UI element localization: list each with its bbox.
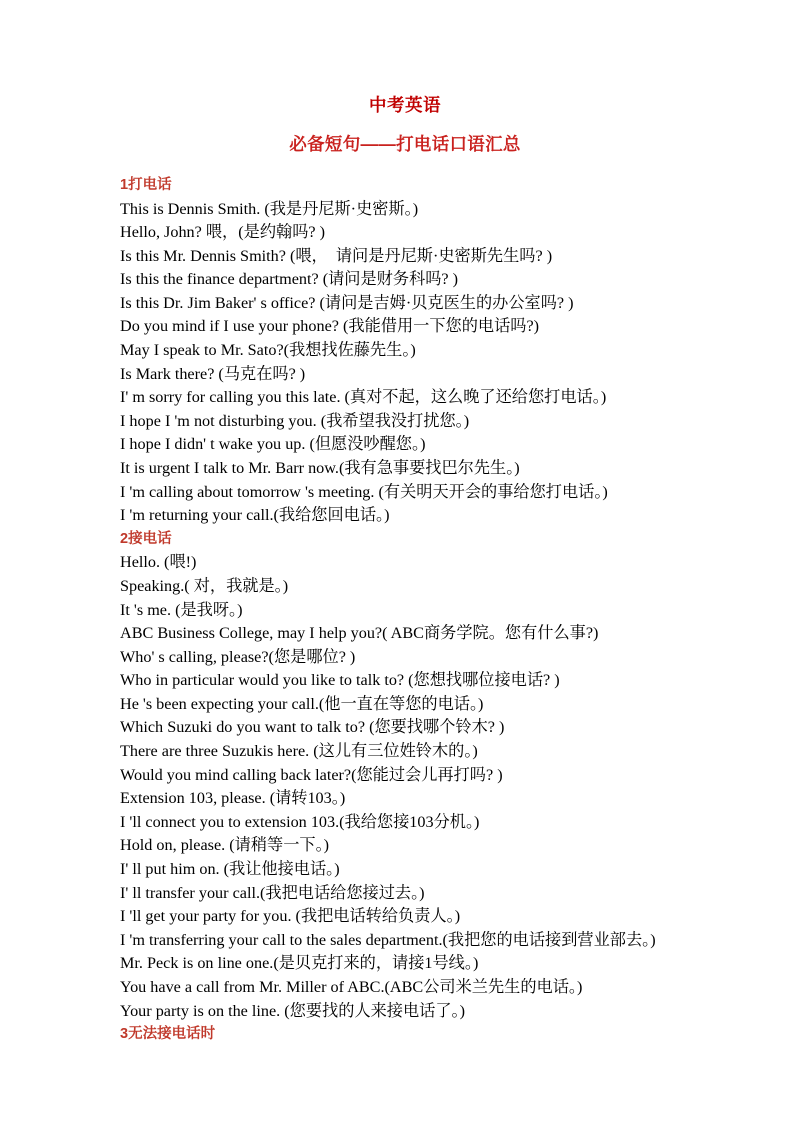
phrase-line: Is this the finance department? (请问是财务科吗? ) — [120, 270, 459, 289]
phrase-line: This is Dennis Smith. (我是丹尼斯·史密斯。) — [120, 199, 419, 218]
section-heading-2: 2接电话 — [120, 530, 172, 547]
phrase-line: I hope I 'm not disturbing you. (我希望我没打扰您。) — [120, 411, 470, 430]
phrase-line: Who' s calling, please?(您是哪位? ) — [120, 647, 356, 666]
phrase-line: May I speak to Mr. Sato?(我想找佐藤先生。) — [120, 341, 416, 360]
phrase-line: I 'm calling about tomorrow 's meeting. (有关明天开会的事给您打电话。) — [120, 482, 608, 501]
title-block — [120, 0, 690, 157]
phrase-line: Is Mark there? (马克在吗? ) — [120, 364, 306, 383]
phrase-line: It is urgent I talk to Mr. Barr now.(我有急事要找巴尔先生。) — [120, 459, 520, 478]
phrase-line: Do you mind if I use your phone? (我能借用一下您的电话吗?) — [120, 317, 540, 336]
phrase-line: Who in particular would you like to talk to? (您想找哪位接电话? ) — [120, 671, 560, 690]
phrase-line: Is this Dr. Jim Baker' s office? (请问是吉姆·贝克医生的办公室吗? ) — [120, 293, 574, 312]
section-1 — [120, 174, 690, 528]
section-3 — [120, 1023, 690, 1047]
phrase-line: I 'll get your party for you. (我把电话转给负责人。) — [120, 907, 461, 926]
phrase-line: ABC Business College, may I help you?( ABC商务学院。您有什么事?) — [120, 624, 599, 643]
section-lines-1 — [120, 198, 690, 528]
phrase-line: It 's me. (是我呀。) — [120, 600, 243, 619]
phrase-line: Mr. Peck is on line one.(是贝克打来的，请接1号线。) — [120, 954, 479, 973]
phrase-line: You have a call from Mr. Miller of ABC.(ABC公司米兰先生的电话。) — [120, 978, 583, 996]
section-heading-1: 1打电话 — [120, 177, 172, 193]
phrase-line: I 'm transferring your call to the sales department.(我把您的电话接到营业部去。) — [120, 930, 656, 949]
phrase-line: Extension 103, please. (请转103。) — [120, 789, 346, 808]
phrase-line: Hello. (喂!) — [120, 553, 197, 572]
phrase-line: Hold on, please. (请稍等一下。) — [120, 836, 330, 855]
page-subtitle: 必备短句——打电话口语汇总 — [289, 134, 521, 154]
phrase-line: I 'll connect you to extension 103.(我给您接103分机。) — [120, 812, 480, 831]
section-lines-2 — [120, 551, 690, 1023]
phrase-line: Which Suzuki do you want to talk to? (您要找哪个铃木? ) — [120, 718, 505, 737]
document-body — [120, 0, 690, 1047]
phrase-line: Hello, John? 喂，(是约翰吗? ) — [120, 223, 326, 242]
section-heading-3: 3无法接电话时 — [120, 1026, 216, 1043]
phrase-line: Would you mind calling back later?(您能过会儿再打吗? ) — [120, 765, 503, 784]
phrase-line: I' m sorry for calling you this late. (真对不起，这么晚了还给您打电话。) — [120, 388, 607, 407]
phrase-line: Speaking.( 对，我就是。) — [120, 576, 289, 595]
section-2 — [120, 528, 690, 1023]
phrase-line: I' ll put him on. (我让他接电话。) — [120, 860, 340, 879]
phrase-line: Your party is on the line. (您要找的人来接电话了。) — [120, 1001, 466, 1020]
phrase-line: He 's been expecting your call.(他一直在等您的电话。) — [120, 694, 484, 713]
page-title: 中考英语 — [369, 95, 441, 115]
phrase-line: I 'm returning your call.(我给您回电话。) — [120, 506, 390, 525]
phrase-line: I' ll transfer your call.(我把电话给您接过去。) — [120, 883, 425, 902]
phrase-line: I hope I didn' t wake you up. (但愿没吵醒您。) — [120, 435, 426, 454]
phrase-line: There are three Suzukis here. (这儿有三位姓铃木的。) — [120, 742, 478, 761]
phrase-line: Is this Mr. Dennis Smith? (喂， 请问是丹尼斯·史密斯先生吗? ) — [120, 246, 553, 265]
